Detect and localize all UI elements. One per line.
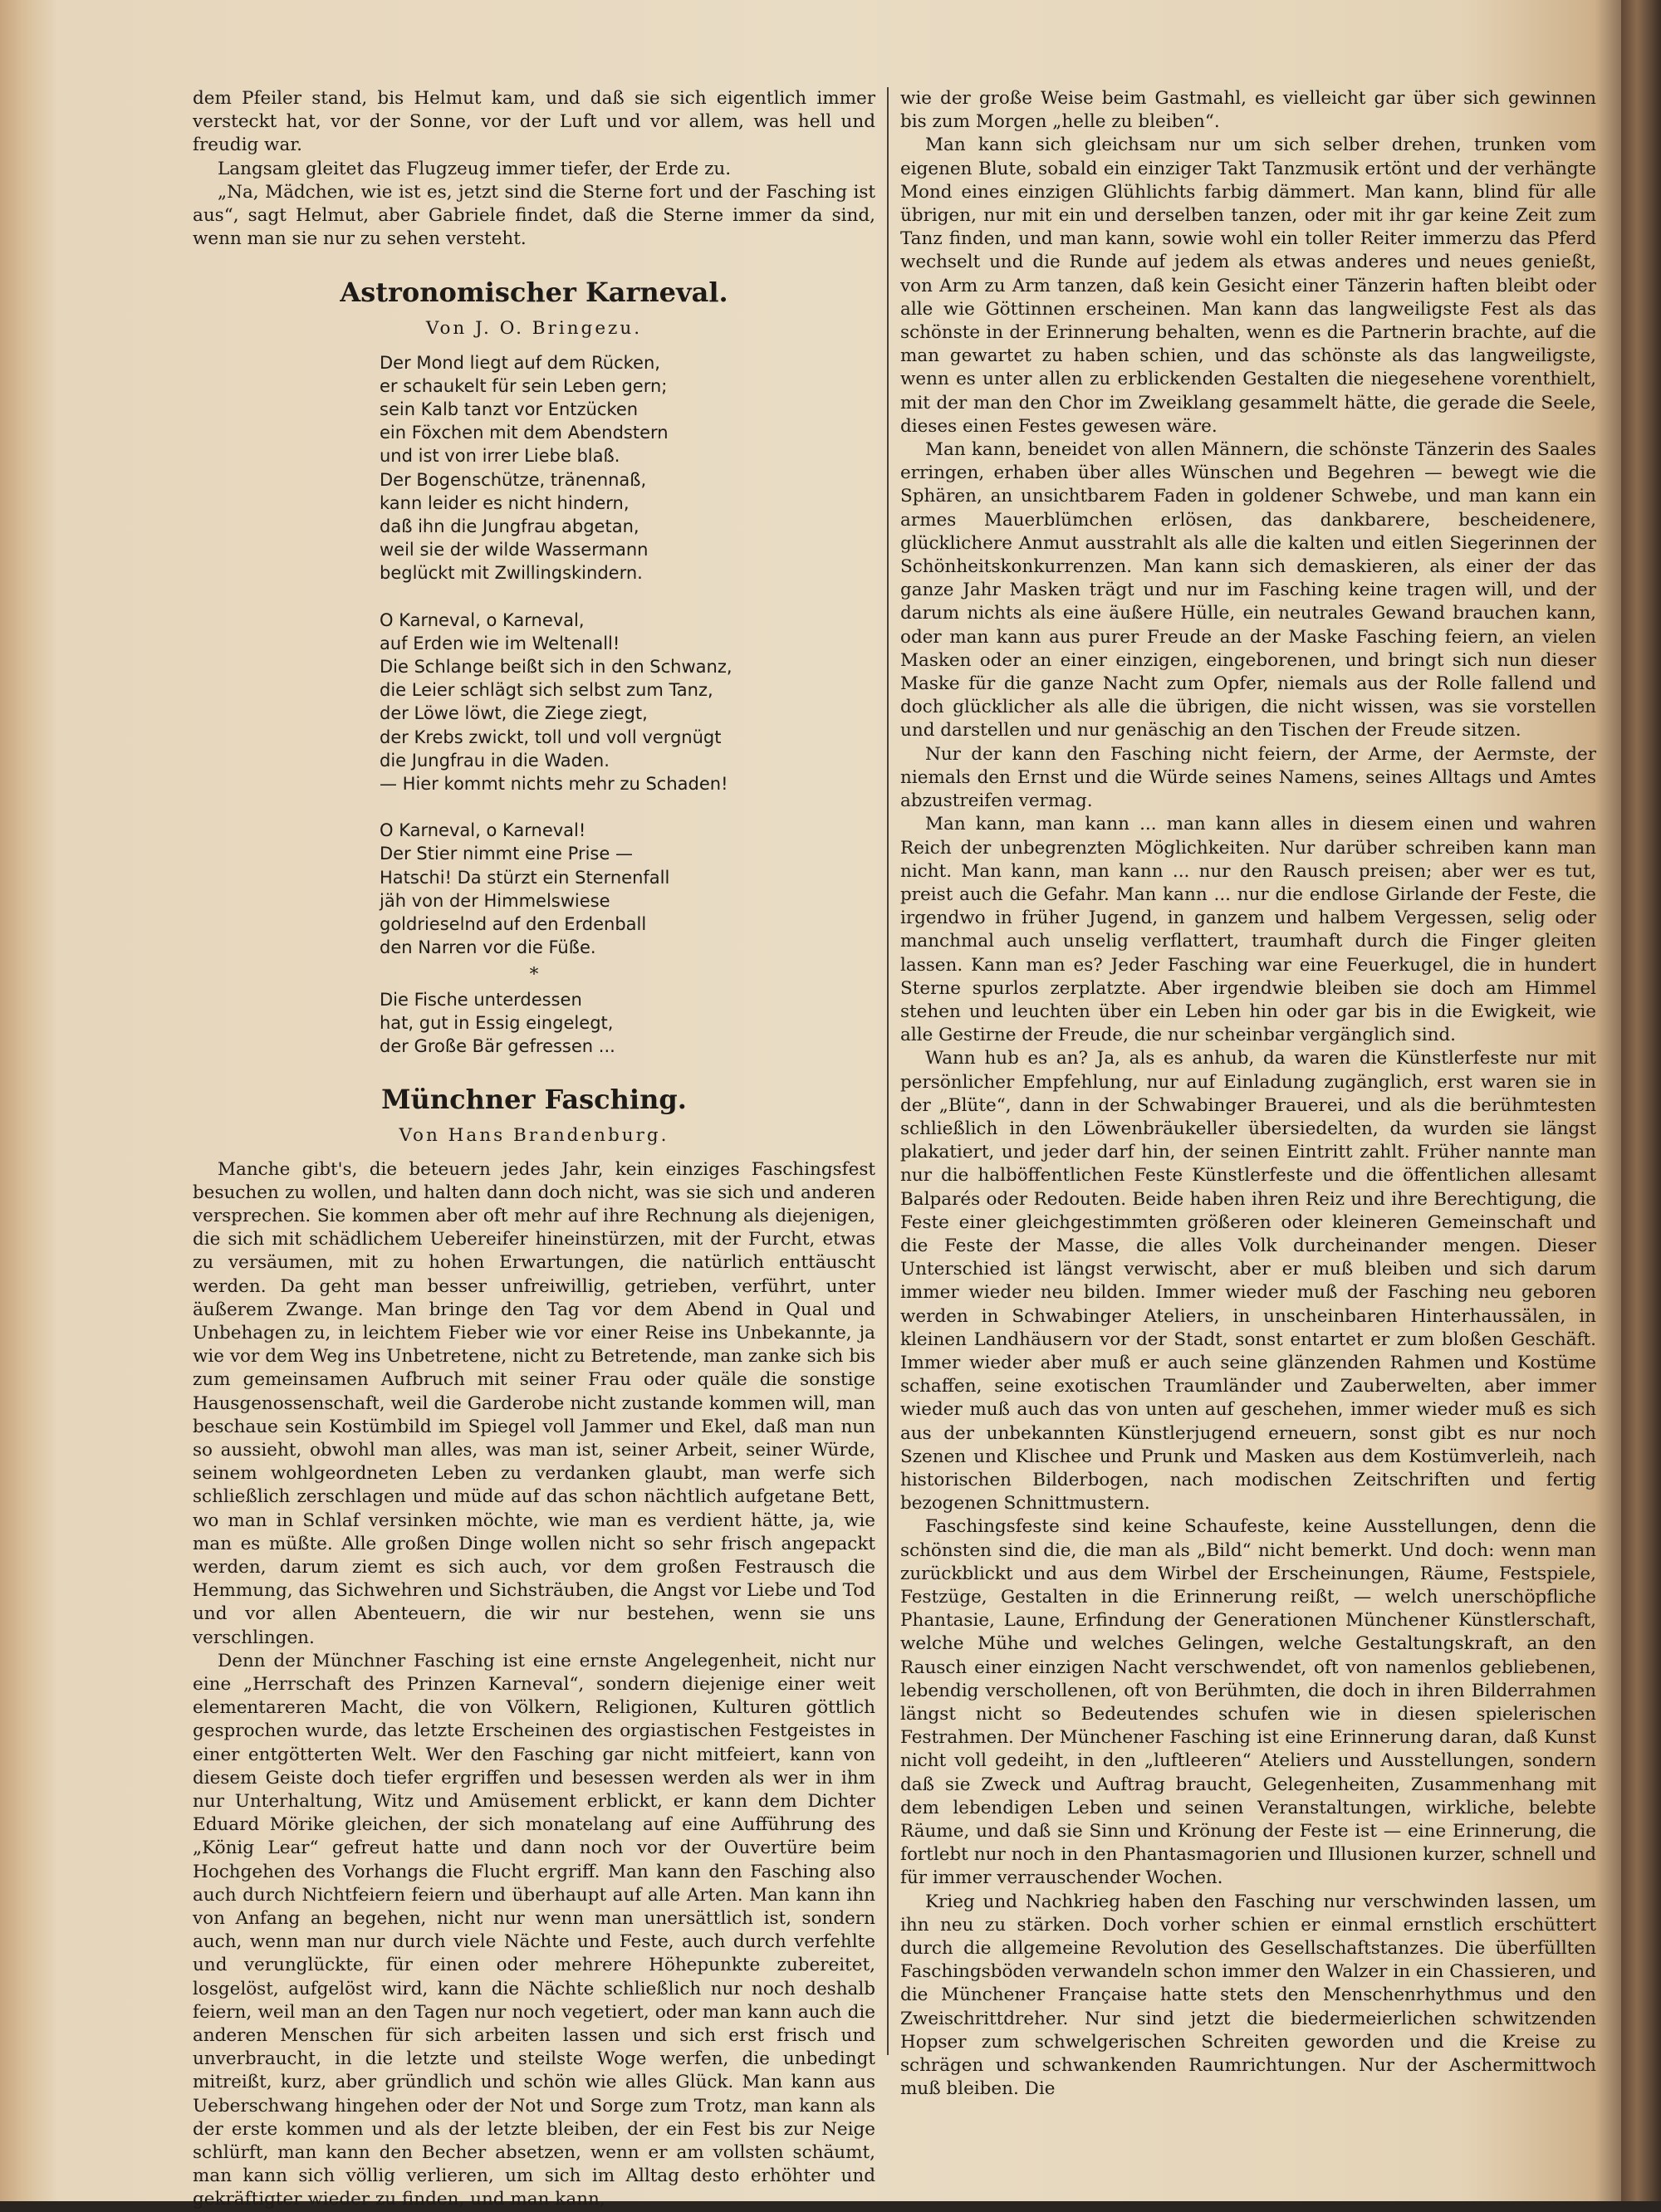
right-column xyxy=(900,87,1596,2100)
poem-line: ein Föxchen mit dem Abendstern xyxy=(380,423,669,443)
poem-line: Hatschi! Da stürzt ein Sternenfall xyxy=(380,867,670,888)
poem-line: der Krebs zwickt, toll und voll vergnügt xyxy=(380,727,722,747)
poem-line: kann leider es nicht hindern, xyxy=(380,492,630,513)
poem-line: O Karneval, o Karneval, xyxy=(380,609,585,630)
essay-title: Münchner Fasching. xyxy=(381,1084,687,1116)
poem-line: er schaukelt für sein Leben gern; xyxy=(380,375,668,396)
essay-continued-paragraph-3: Man kann, beneidet von allen Männern, die schönste Tänzerin des Saales erringen, erhaben über alles Wünschen und Begehren — bewegt wie die Sphären, an unsichtbarem Faden in goldener Schwebe, und man kann ein armes Mauerblümchen erlösen, das dankbarere, bescheidenere, glücklichere Anmut ausstrahlt als alle die kalten und eitlen Siegerinnen der Schönheitskonkurrenzen. Man kann sich demaskieren, als einer der das ganze Jahr Masken trägt und nur im Fasching keine tragen will, und der darum nichts als eine äußere Hülle, ein neutrales Gewand brauchen kann, oder man kann aus purer Freude an der Maske Fasching feiern, an vielen Masken oder an einer einzigen, eingeborenen, und bringt sich nun dieser Maske für die ganze Nacht zum Opfer, niemals aus der Rolle fallend und doch glücklicher als alle die übrigen, die nicht wissen, was sie vorstellen und darstellen und nur genäschig an den Tischen der Freude sitzen. xyxy=(900,439,1596,741)
essay-continued-paragraph-4: Nur der kann den Fasching nicht feiern, der Arme, der Aermste, der niemals den Ernst und die Würde seines Namens, seines Alltags und Amtes abzustreifen vermag. xyxy=(900,743,1596,812)
poem-line: Der Mond liegt auf dem Rücken, xyxy=(380,352,660,373)
poem-line: beglückt mit Zwillingskindern. xyxy=(380,563,643,584)
essay-byline: Von Hans Brandenburg. xyxy=(399,1125,669,1147)
poem-line: jäh von der Himmelswiese xyxy=(380,890,610,911)
column-divider xyxy=(887,87,889,2055)
poem-line: die Jungfrau in die Waden. xyxy=(380,750,610,771)
poem-line: O Karneval, o Karneval! xyxy=(380,820,586,841)
poem-line: der Löwe löwt, die Ziege ziegt, xyxy=(380,703,648,724)
poem-line: und ist von irrer Liebe blaß. xyxy=(380,446,620,467)
essay-continued-paragraph-7: Faschingsfeste sind keine Schaufeste, keine Ausstellungen, denn die schönsten sind die, die man als „Bild“ nicht bemerkt. Und doch: wenn man zurückblickt und aus dem Wirbel der Erscheinungen, Räume, Festspiele, Festzüge, Gestalten in die Erinnerung reißt, — welch unerschöpfliche Phantasie, Laune, Erfindung der Generationen Münchener Künstlerschaft, welche Mühe und welches Gelingen, welche Gestaltungskraft, an den Rausch einer einzigen Nacht verschwendet, oft von namenlos gebliebenen, lebendig verschollenen, oft von Berühmten, die doch in ihren Bilderrahmen längst nicht so Bedeutendes schufen wie in diesen spielerischen Festrahmen. Der Münchener Fasching ist eine Erinnerung daran, daß Kunst nicht voll gedeiht, in den „luftleeren“ Ateliers und Ausstellungen, sondern daß sie Zweck und Auftrag braucht, Gelegenheiten, Zusammenhang mit dem lebendigen Leben und seinen Veranstaltungen, wirkliche, belebte Räume, und daß sie Sinn und Krönung der Feste ist — eine Erinnerung, die fortlebt nur noch in den Phantasmagorien und Illusionen kurzer, schnell und für immer verrauschender Wochen. xyxy=(900,1516,1596,1889)
poem-line: der Große Bär gefressen ... xyxy=(380,1036,615,1057)
poem-line: daß ihn die Jungfrau abgetan, xyxy=(380,516,639,537)
poem-line: — Hier kommt nichts mehr zu Schaden! xyxy=(380,774,728,795)
poem-stanza-1 xyxy=(380,351,875,585)
poem-line: Die Schlange beißt sich in den Schwanz, xyxy=(380,657,733,678)
newspaper-page xyxy=(193,87,1596,2210)
essay-continued-paragraph-2: Man kann sich gleichsam nur um sich selber drehen, trunken vom eigenen Blute, sobald ein einziger Takt Tanzmusik ertönt und der verhängte Mond eines einzigen Glühlichts farbig dämmert. Man kann, blind für alle übrigen, nur mit ein und derselben tanzen, oder mit ihr gar keine Zeit zum Tanz finden, und man kann, sowie wohl ein toller Reiter immerzu das Pferd wechselt und die Runde auf jedem als etwas anderes und neues genießt, von Arm zu Arm tanzen, daß kein Gesicht einer Tänzerin haften bleibt oder alle wie Göttinnen erscheinen. Man kann das langweiligste Fest als das schönste in der Erinnerung behalten, wenn es die Partnerin brachte, auf die man gewartet zu haben schien, und das schönste als das langweiligste, wenn es unter allen zu erblickenden Gestalten die niegesehene vorenthielt, mit der man den Chor im Zweiklang gesammelt hätte, die gerade die Seele, dieses einen Festes gewesen wäre. xyxy=(900,135,1596,437)
essay-continued-paragraph-1: wie der große Weise beim Gastmahl, es vielleicht gar über sich gewinnen bis zum Morgen „helle zu bleiben“. xyxy=(900,88,1596,133)
left-column xyxy=(193,87,875,2210)
book-spine-edge xyxy=(1621,0,1661,2201)
poem-stanza-3 xyxy=(380,819,875,959)
poem-byline: Von J. O. Bringezu. xyxy=(425,318,643,340)
poem-separator-star: * xyxy=(529,963,539,985)
essay-paragraph-2: Denn der Münchner Fasching ist eine ernste Angelegenheit, nicht nur eine „Herrschaft des Prinzen Karneval“, sondern diejenige einer weit elementareren Macht, die von Völkern, Religionen, Kulturen göttlich gesprochen wurde, das letzte Erscheinen des orgiastischen Festgeistes in einer entgötterten Welt. Wer den Fasching gar nicht mitfeiert, kann von diesem Geiste doch tiefer ergriffen und besessen werden als wer in ihm nur Unterhaltung, Witz und Amüsement erblickt, er kann dem Dichter Eduard Mörike gleichen, der sich monatelang auf eine Aufführung des „König Lear“ gefreut hatte und dann noch vor der Ouvertüre beim Hochgehen des Vorhangs die Flucht ergriff. Man kann den Fasching also auch durch Nichtfeiern feiern und überhaupt auf alle Arten. Man kann ihn von Anfang an begehen, nicht nur wenn man unersättlich ist, sondern auch, wenn man nur durch viele Nächte und Feste, auch durch verfehlte und verunglückte, für einen oder mehrere Höhepunkte zubereitet, losgelöst, aufgelöst wird, kann die Nächte schließlich nur noch deshalb feiern, weil man an den Tagen nur noch vegetiert, oder man kann auch die anderen Menschen für sich arbeiten lassen und sich erst frisch und unverbraucht, in die letzte und steilste Woge werfen, die unbedingt mitreißt, kurz, aber gründlich und schön wie alles Glück. Man kann aus Ueberschwang hingehen oder der Not und Sorge zum Trotz, man kann als der erste kommen und als der letzte bleiben, der ein Fest bis zur Neige schlürft, man kann den Becher absetzen, wenn er am vollsten schäumt, man kann sich völlig verlieren, um sich im Alltag desto erhöhter und gekräftigter wieder zu finden, und man kann, xyxy=(193,1650,875,2210)
poem xyxy=(380,351,875,960)
poem-line: den Narren vor die Füße. xyxy=(380,937,596,958)
poem-stanza-2 xyxy=(380,609,875,796)
intro-paragraph-3: „Na, Mädchen, wie ist es, jetzt sind die Sterne fort und der Fasching ist aus“, sagt Helmut, aber Gabriele findet, daß die Sterne immer da sind, wenn man sie nur zu sehen versteht. xyxy=(193,181,875,250)
poem-title: Astronomischer Karneval. xyxy=(340,276,728,309)
essay-continued-paragraph-6: Wann hub es an? Ja, als es anhub, da waren die Künstlerfeste nur mit persönlicher Empfehlung, nur auf Einladung zugänglich, erst waren sie in der „Blüte“, dann in der Schwabinger Brauerei, und als die berühmtesten schließlich in den Löwenbräukeller übersiedelten, da wurden sie längst plakatiert, und jeder darf hin, der seinen Eintritt zahlt. Früher nannte man nur die halböffentlichen Feste Künstlerfeste und die öffentlichen allesamt Balparés oder Redouten. Beide haben ihren Reiz und ihre Berechtigung, die Feste einer gleichgestimmten größeren oder kleineren Gemeinschaft und die Feste der Masse, die alles Volk durcheinander mengen. Dieser Unterschied ist längst verwischt, aber er muß bleiben und sich darum immer wieder neu bilden. Immer wieder muß der Fasching neu geboren werden in Schwabinger Ateliers, in unscheinbaren Hinterhaussälen, in kleinen Landhäusern vor der Stadt, sonst entartet er zum bloßen Geschäft. Immer wieder aber muß er auch seine glänzenden Rahmen und Kostüme schaffen, seine exotischen Traumländer und Zauberwelten, aber immer wieder muß auch das von unten auf geschehen, immer wieder muß es sich aus der unbekannten Künstlerjugend erneuern, sonst gibt es nur noch Szenen und Klischee und Prunk und Masken aus dem Kostümverleih, nach historischen Bilderbogen, nach modischen Zeitschriften und fertig bezogenen Schnittmustern. xyxy=(900,1048,1596,1515)
poem-line: Der Stier nimmt eine Prise — xyxy=(380,844,633,864)
essay-paragraph-1: Manche gibt's, die beteuern jedes Jahr, kein einziges Faschingsfest besuchen zu wollen, und halten dann doch nicht, was sie sich und anderen versprechen. Sie kommen aber oft mehr auf ihre Rechnung als diejenigen, die sich mit schädlichem Uebereifer hineinstürzen, mit der Furcht, etwas zu versäumen, mit zu hohen Erwartungen, die natürlich enttäuscht werden. Da geht man besser unfreiwillig, getrieben, verführt, unter äußerem Zwange. Man bringe den Tag vor dem Abend in Qual und Unbehagen zu, in leichtem Fieber wie vor einer Reise ins Unbekannte, ja wie vor dem Weg ins Unbetretene, nicht zu Betretende, man zanke sich bis zum gemeinsamen Aufbruch mit seiner Frau oder quäle die sonstige Hausgenossenschaft, weil die Garderobe nicht zustande kommen will, man beschaue sein Kostümbild im Spiegel voll Jammer und Ekel, daß man nun so aussieht, obwohl man alles, was man ist, seiner Arbeit, seiner Würde, seinem wohlgeordneten Leben zu verdanken glaubt, man werfe sich schließlich zerschlagen und müde auf das schon nächtlich aufgetane Bett, wo man in Schlaf versinken möchte, wie man es verdient hätte, ja, wie man es müßte. Alle großen Dinge wollen nicht so sehr frisch angepackt werden, darum ziemt es sich auch, vor dem großen Festrausch die Hemmung, das Sichwehren und Sichsträuben, die Angst vor Liebe und Tod und vor allen Abenteuern, die wir nur bestehen, wenn sie uns verschlingen. xyxy=(193,1158,875,1648)
poem-line: die Leier schlägt sich selbst zum Tanz, xyxy=(380,680,713,701)
essay-continued-paragraph-5: Man kann, man kann ... man kann alles in diesem einen und wahren Reich der unbegrenzten Möglichkeiten. Nur darüber schreiben kann man nicht. Man kann, man kann ... nur den Rausch preisen; aber wer es tut, preist auch die Gefahr. Man kann ... nur die endlose Girlande der Feste, die irgendwo in früher Jugend, in ganzem und halbem Vergessen, selig oder manchmal auch unselig verflattert, traumhaft durch die Finger gleiten lassen. Kann man es? Jeder Fasching war eine Feuerkugel, die in hundert Sterne spurlos zerplatzte. Aber irgendwie bleiben sie doch am Himmel stehen und leuchten über ein Leben hin oder gar bis in die Ewigkeit, wie alle Gestirne der Freude, die nur scheinbar vergänglich sind. xyxy=(900,814,1596,1046)
poem-line: Die Fische unterdessen xyxy=(380,989,582,1010)
poem-line: hat, gut in Essig eingelegt, xyxy=(380,1012,614,1033)
poem-line: auf Erden wie im Weltenall! xyxy=(380,633,620,653)
poem-line: goldrieselnd auf den Erdenball xyxy=(380,914,647,935)
essay-continued-paragraph-8: Krieg und Nachkrieg haben den Fasching nur verschwinden lassen, um ihn neu zu stärken. Doch vorher schien er einmal ernstlich erschüttert durch die allgemeine Revolution des Gesellschaftstanzes. Die überfüllten Faschingsböden verwandeln schon immer den Walzer in ein Chassieren, und die Münchener Française hatte stets den Menschenrhythmus und den Zweischrittdreher. Nur sind jetzt die biedermeierlichen schwitzenden Hopser zum schwelgerischen Schreiten geworden und die Kreise zu schrägen und schwankenden Raumrichtungen. Nur der Aschermittwoch muß bleiben. Die xyxy=(900,1891,1596,2100)
intro-paragraph-1: dem Pfeiler stand, bis Helmut kam, und daß sie sich eigentlich immer versteckt hat, vor der Sonne, vor der Luft und vor allem, was hell und freudig war. xyxy=(193,88,875,156)
intro-paragraph-2: Langsam gleitet das Flugzeug immer tiefer, der Erde zu. xyxy=(218,158,732,179)
poem-line: Der Bogenschütze, tränennaß, xyxy=(380,469,647,490)
poem-stanza-4 xyxy=(380,988,875,1059)
poem-line: weil sie der wilde Wassermann xyxy=(380,540,649,560)
poem-end xyxy=(380,988,875,1059)
poem-line: sein Kalb tanzt vor Entzücken xyxy=(380,399,639,420)
